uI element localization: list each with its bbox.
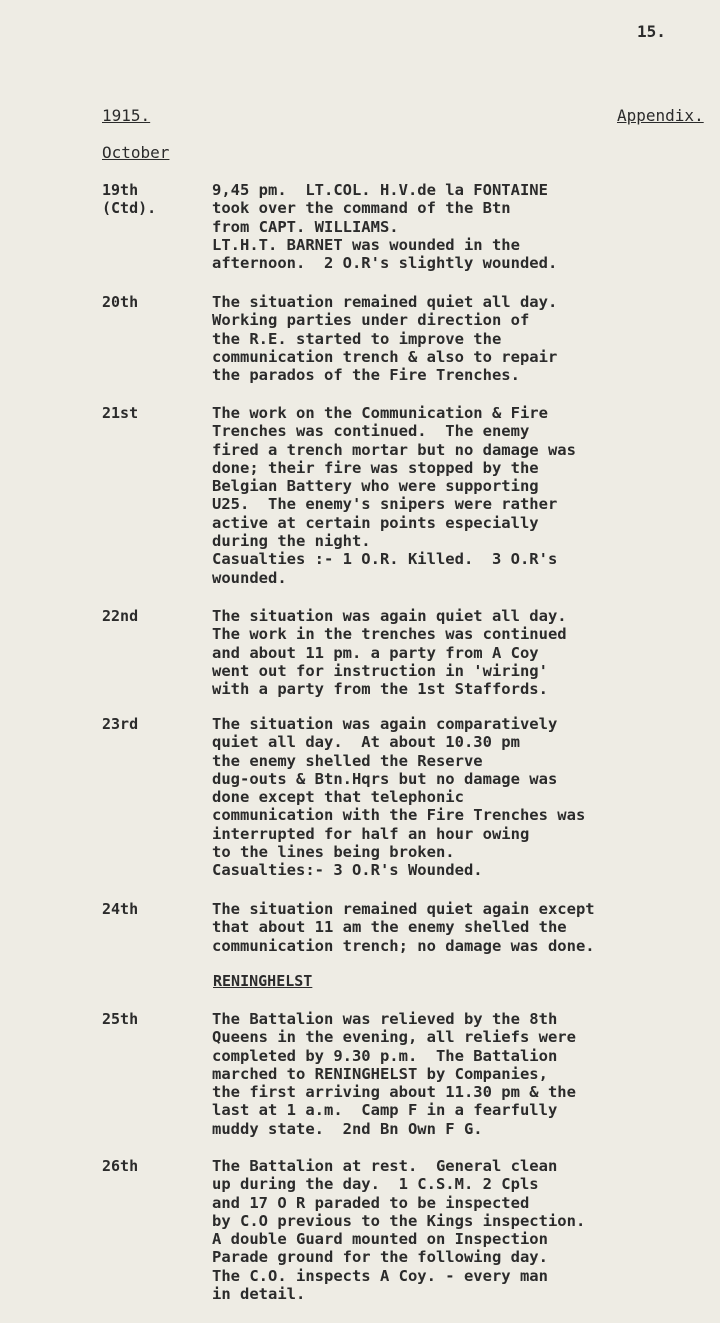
entry-date-20th: 20th bbox=[102, 293, 139, 311]
entry-line: 9,45 pm. LT.COL. H.V.de la FONTAINE bbox=[212, 181, 548, 199]
entry-line: The Battalion was relieved by the 8th bbox=[212, 1010, 558, 1028]
entry-line: afternoon. 2 O.R's slightly wounded. bbox=[212, 254, 558, 273]
entry-line: fired a trench mortar but no damage was bbox=[212, 440, 576, 459]
entry-line: Parade ground for the following day. bbox=[212, 1248, 548, 1267]
entry-body-21st bbox=[212, 404, 682, 587]
entry-line: LT.H.T. BARNET was wounded in the bbox=[212, 235, 520, 254]
entry-line: marched to RENINGHELST by Companies, bbox=[212, 1064, 548, 1083]
entry-line: from CAPT. WILLIAMS. bbox=[212, 217, 399, 236]
entry-line: Working parties under direction of bbox=[212, 311, 530, 330]
entry-line: during the night. bbox=[212, 532, 371, 551]
entry-line: The situation remained quiet again except bbox=[212, 900, 595, 918]
entry-line: up during the day. 1 C.S.M. 2 Cpls bbox=[212, 1175, 539, 1194]
entry-line: and 17 O R paraded to be inspected bbox=[212, 1193, 530, 1212]
entry-line: completed by 9.30 p.m. The Battalion bbox=[212, 1046, 558, 1065]
page-number: 15. bbox=[637, 22, 666, 41]
entry-line: the first arriving about 11.30 pm & the bbox=[212, 1083, 576, 1102]
entry-line: communication trench & also to repair bbox=[212, 347, 558, 366]
entry-line: The work on the Communication & Fire bbox=[212, 404, 548, 422]
entry-line: The situation was again quiet all day. bbox=[212, 607, 567, 625]
entry-line: The work in the trenches was continued bbox=[212, 625, 567, 644]
entry-date-26th: 26th bbox=[102, 1157, 139, 1175]
entry-line: The Battalion at rest. General clean bbox=[212, 1157, 558, 1175]
entry-line: done; their fire was stopped by the bbox=[212, 458, 539, 477]
entry-line: dug-outs & Btn.Hqrs but no damage was bbox=[212, 769, 558, 788]
entry-body-26th bbox=[212, 1157, 682, 1303]
entry-line: the parados of the Fire Trenches. bbox=[212, 366, 520, 385]
entry-body-25th bbox=[212, 1010, 682, 1138]
entry-line: in detail. bbox=[212, 1285, 306, 1304]
entry-line: A double Guard mounted on Inspection bbox=[212, 1230, 548, 1249]
entry-line: Trenches was continued. The enemy bbox=[212, 422, 530, 441]
appendix-heading: Appendix. bbox=[617, 106, 704, 125]
entry-line: took over the command of the Btn bbox=[212, 199, 511, 218]
entry-body-20th bbox=[212, 293, 682, 384]
entry-date-25th: 25th bbox=[102, 1010, 139, 1028]
entry-body-22nd bbox=[212, 607, 682, 698]
entry-line: the enemy shelled the Reserve bbox=[212, 751, 483, 770]
entry-line: The situation remained quiet all day. bbox=[212, 293, 558, 311]
entry-line: The situation was again comparatively bbox=[212, 715, 558, 733]
year-heading: 1915. bbox=[102, 106, 151, 125]
entry-line: last at 1 a.m. Camp F in a fearfully bbox=[212, 1101, 558, 1120]
entry-date-19th: 19th (Ctd). bbox=[102, 181, 157, 217]
entry-date-21st: 21st bbox=[102, 404, 139, 422]
entry-date-23rd: 23rd bbox=[102, 715, 139, 733]
entry-line: went out for instruction in 'wiring' bbox=[212, 661, 548, 680]
entry-line: done except that telephonic bbox=[212, 788, 464, 807]
entry-body-23rd bbox=[212, 715, 682, 880]
entry-line: The C.O. inspects A Coy. - every man bbox=[212, 1266, 548, 1285]
entry-line: interrupted for half an hour owing bbox=[212, 824, 530, 843]
entry-line: quiet all day. At about 10.30 pm bbox=[212, 733, 520, 752]
entry-body-24th bbox=[212, 900, 682, 955]
entry-line: and about 11 pm. a party from A Coy bbox=[212, 643, 539, 662]
entry-line: Casualties:- 3 O.R's Wounded. bbox=[212, 861, 483, 880]
entry-line: the R.E. started to improve the bbox=[212, 329, 502, 348]
entry-line: that about 11 am the enemy shelled the bbox=[212, 918, 567, 937]
entry-line: muddy state. 2nd Bn Own F G. bbox=[212, 1119, 483, 1138]
month-heading: October bbox=[102, 143, 170, 162]
entry-line: U25. The enemy's snipers were rather bbox=[212, 495, 558, 514]
entry-line: active at certain points especially bbox=[212, 513, 539, 532]
entry-line: by C.O previous to the Kings inspection. bbox=[212, 1211, 586, 1230]
entry-date-24th: 24th bbox=[102, 900, 139, 918]
entry-line: to the lines being broken. bbox=[212, 843, 455, 862]
entry-date-22nd: 22nd bbox=[102, 607, 139, 625]
entry-line: Queens in the evening, all reliefs were bbox=[212, 1028, 576, 1047]
entry-line: Casualties :- 1 O.R. Killed. 3 O.R's bbox=[212, 550, 558, 569]
entry-line: communication trench; no damage was done. bbox=[212, 936, 595, 955]
entry-line: with a party from the 1st Staffords. bbox=[212, 680, 548, 699]
entry-line: communication with the Fire Trenches was bbox=[212, 806, 586, 825]
place-heading: RENINGHELST bbox=[213, 972, 313, 990]
entry-body-19th bbox=[212, 181, 682, 272]
entry-line: Belgian Battery who were supporting bbox=[212, 477, 539, 496]
entry-line: wounded. bbox=[212, 568, 287, 587]
